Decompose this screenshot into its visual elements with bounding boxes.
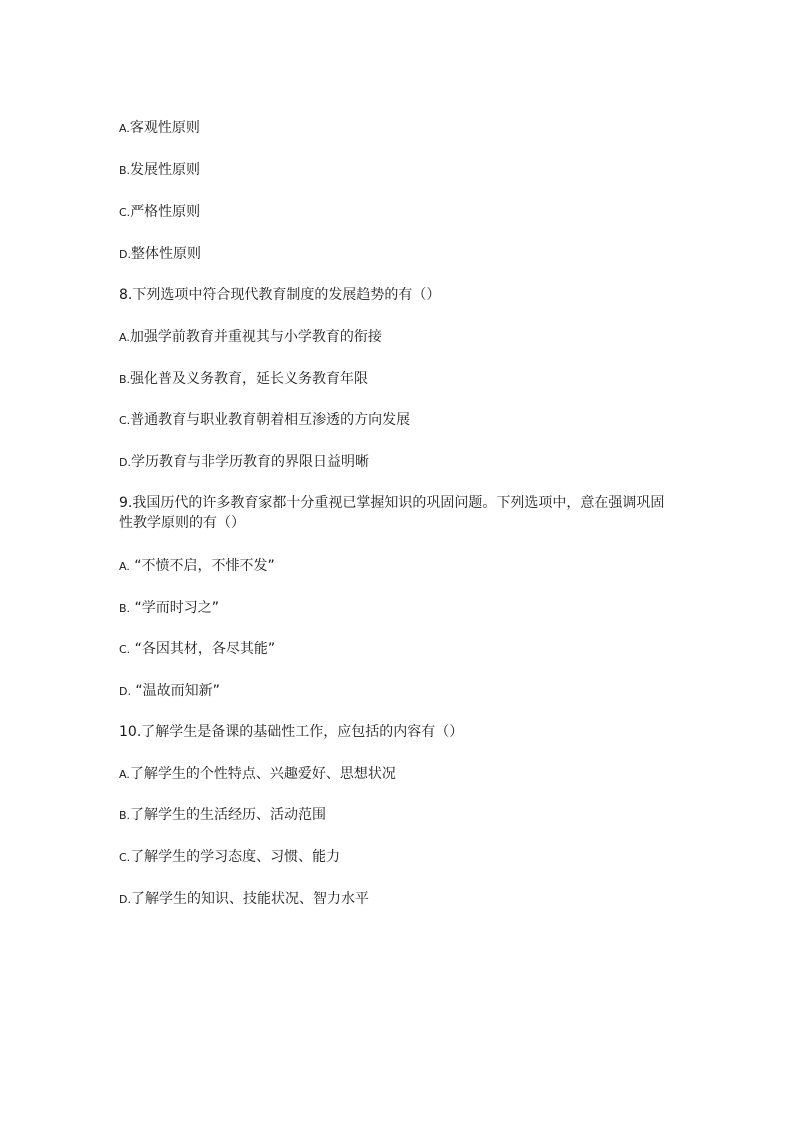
option-label: C.	[119, 643, 131, 656]
q8-option-c	[119, 410, 679, 431]
option-text: 客观性原则	[129, 120, 200, 136]
q7-option-d	[119, 244, 679, 265]
option-label: C.	[119, 851, 131, 864]
q8-option-a	[119, 327, 679, 348]
option-label: B.	[119, 164, 131, 177]
option-label: A.	[119, 331, 130, 344]
option-label: C.	[119, 206, 131, 219]
q9-option-b	[119, 598, 679, 619]
q9-stem-line1: 9.我国历代的许多教育家都十分重视已掌握知识的巩固问题。下列选项中，意在强调巩固	[119, 495, 665, 511]
q8-stem: 8.下列选项中符合现代教育制度的发展趋势的有（）	[119, 287, 441, 303]
option-text: 学历教育与非学历教育的界限日益明晰	[130, 454, 369, 470]
q9-option-d	[119, 681, 679, 702]
option-text: 了解学生的生活经历、活动范围	[130, 807, 327, 823]
q7-option-c	[119, 202, 679, 223]
q7-option-a	[119, 118, 679, 139]
option-label: D.	[119, 685, 131, 698]
option-label: C.	[119, 414, 131, 427]
option-text: 了解学生的学习态度、习惯、能力	[130, 849, 341, 865]
q9-option-a	[119, 556, 679, 577]
option-label: A.	[119, 122, 130, 135]
q9-option-c	[119, 639, 679, 660]
option-text: 发展性原则	[130, 162, 201, 178]
option-label: B.	[119, 809, 131, 822]
q10-option-b	[119, 805, 679, 826]
option-label: D.	[119, 456, 131, 469]
q10-option-d	[119, 889, 679, 910]
option-text: “温故而知新”	[135, 683, 220, 699]
option-text: “各因其材，各尽其能”	[134, 641, 276, 657]
q9-stem-line2: 性教学原则的有（）	[119, 515, 245, 531]
q8-option-b	[119, 369, 679, 390]
q10-option-c	[119, 847, 679, 868]
option-text: 整体性原则	[130, 246, 201, 262]
q8-option-d	[119, 452, 679, 473]
option-text: 普通教育与职业教育朝着相互渗透的方向发展	[130, 412, 411, 428]
q10-stem: 10.了解学生是备课的基础性工作，应包括的内容有（）	[119, 724, 464, 740]
option-text: “学而时习之”	[134, 600, 220, 616]
option-label: A.	[119, 560, 130, 573]
option-label: D.	[119, 893, 131, 906]
option-text: 了解学生的个性特点、兴趣爱好、思想状况	[129, 766, 396, 782]
option-text: 加强学前教育并重视其与小学教育的衔接	[129, 329, 382, 345]
option-label: B.	[119, 373, 131, 386]
option-text: 强化普及义务教育，延长义务教育年限	[130, 371, 369, 387]
q10-option-a	[119, 764, 679, 785]
option-text: 了解学生的知识、技能状况、智力水平	[130, 891, 369, 907]
option-label: A.	[119, 768, 130, 781]
option-label: B.	[119, 602, 131, 615]
option-label: D.	[119, 248, 131, 261]
q7-option-b	[119, 160, 679, 181]
option-text: 严格性原则	[130, 204, 201, 220]
option-text: “不愤不启，不悱不发”	[134, 558, 275, 574]
